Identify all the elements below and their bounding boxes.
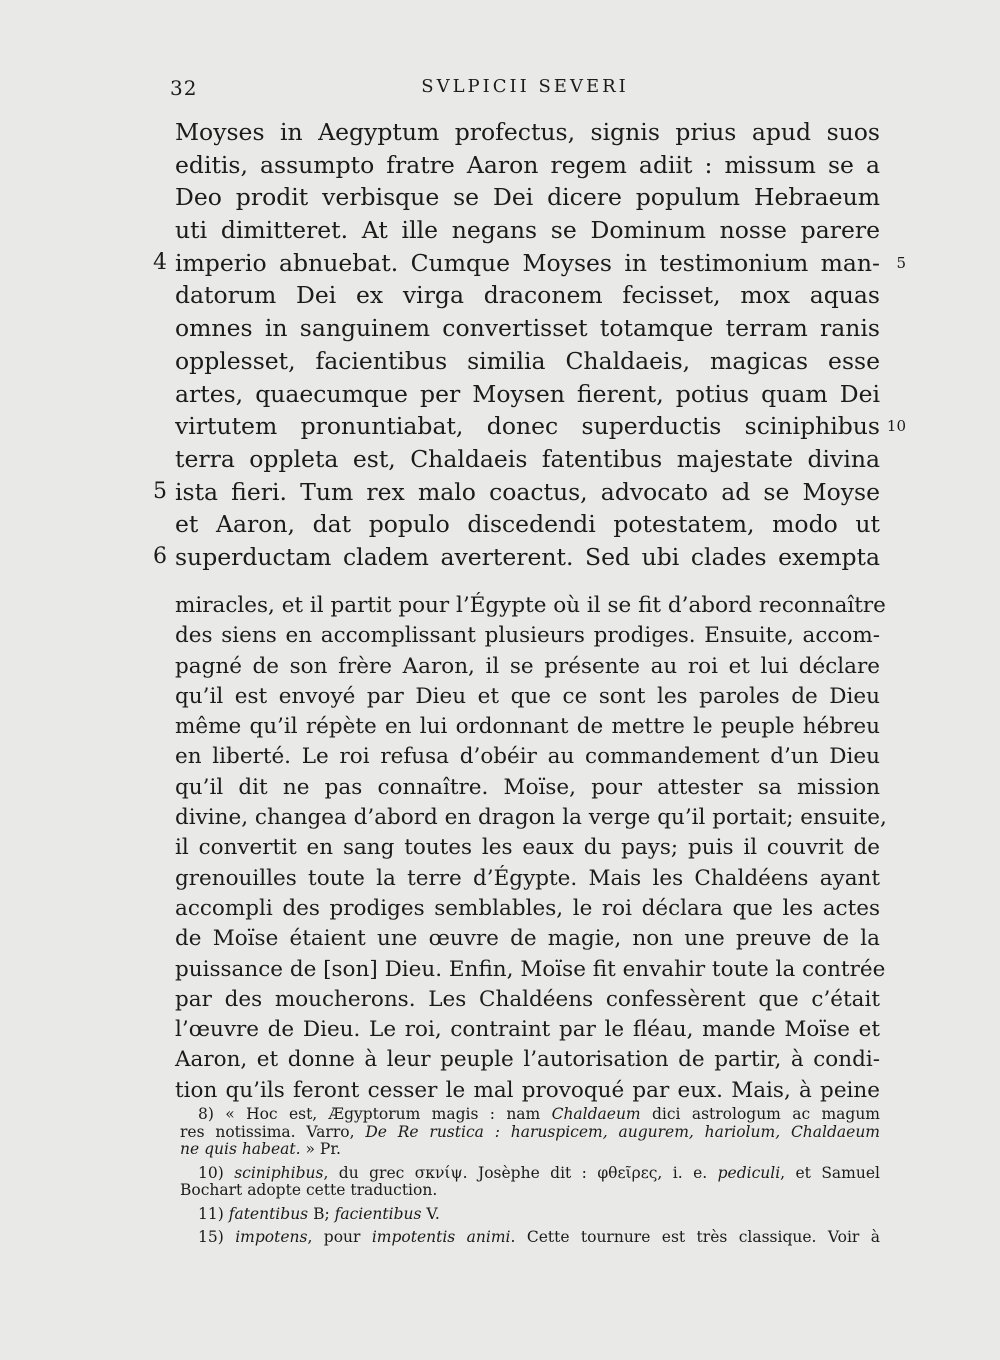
latin-line: editis, assumpto fratre Aaron regem adiit : missum se a [175, 150, 880, 179]
french-line: pagné de son frère Aaron, il se présente au roi et lui déclare [175, 653, 880, 679]
french-line: puissance de [son] Dieu. Enfin, Moïse fit envahir toute la contrée [175, 956, 886, 982]
footnote-11: 11) fatentibus B; facientibus V. [198, 1204, 440, 1223]
latin-line: datorum Dei ex virga draconem fecisset, mox aquas [175, 281, 880, 310]
section-number: 6 [153, 543, 167, 569]
line-number: 10 [886, 417, 906, 436]
latin-line: virtutem pronuntiabat, donec superductis sciniphibus 10 [175, 410, 880, 443]
latin-line: opplesset, facientibus similia Chaldaeis, magicas esse [175, 346, 880, 375]
french-line: grenouilles toute la terre d’Égypte. Mais les Chaldéens ayant [175, 865, 880, 891]
latin-line: 4 imperio abnuebat. Cumque Moyses in testimonium man- 5 [175, 247, 880, 280]
latin-line: omnes in sanguinem convertisset totamque terram ranis [175, 314, 880, 343]
footnote-number: 15) [198, 1228, 224, 1246]
latin-line: uti dimitteret. At ille negans se Dominum nosse parere [175, 216, 880, 245]
footnote-number: 10) [198, 1163, 224, 1182]
footnote-8: 8) « Hoc est, Ægyptorum magis : nam Chaldaeum dici astrologum ac magum [198, 1105, 881, 1123]
section-number: 5 [153, 478, 167, 504]
french-line: par des moucherons. Les Chaldéens confessèrent que c’était [175, 986, 880, 1012]
french-line: l’œuvre de Dieu. Le roi, contraint par le fléau, mande Moïse et [175, 1017, 880, 1043]
footnote-10-line: Bochart adopte cette traduction. [180, 1181, 438, 1199]
latin-line: et Aaron, dat populo discedendi potestatem, modo ut [175, 510, 880, 539]
latin-line: Moyses in Aegyptum profectus, signis prius apud suos [175, 118, 880, 146]
page-number: 32 [170, 76, 198, 100]
french-line: même qu’il répète en lui ordonnant de mettre le peuple hébreu [175, 714, 880, 740]
french-translation-block [175, 591, 887, 1106]
french-line: de Moïse étaient une œuvre de magie, non une preuve de la [175, 926, 880, 952]
footnotes [180, 1106, 880, 1247]
french-line: des siens en accomplissant plusieurs prodiges. Ensuite, accom- [175, 623, 880, 649]
section-number: 4 [153, 249, 167, 275]
footnote-8-line: ne quis habeat. » Pr. [180, 1140, 341, 1158]
latin-line: 5 ista fieri. Tum rex malo coactus, advocato ad se Moyse [175, 476, 880, 509]
french-line: il convertit en sang toutes les eaux du pays; puis il couvrit de [175, 835, 880, 861]
page-header [170, 76, 880, 106]
latin-text-block [153, 116, 906, 574]
footnote-15: 15) impotens, pour impotentis animi. Cette tournure est très classique. Voir à [198, 1228, 880, 1246]
french-line: en liberté. Le roi refusa d’obéir au commandement d’un Dieu [175, 744, 880, 770]
footnote-number: 11) [198, 1204, 224, 1223]
french-line: miracles, et il partit pour l’Égypte où il se fit d’abord reconnaître [175, 593, 886, 618]
french-line: divine, changea d’abord en dragon la verge qu’il portait; ensuite, [175, 805, 887, 831]
latin-line: artes, quaecumque per Moysen fierent, potius quam Dei [175, 379, 880, 408]
line-number: 5 [896, 253, 906, 272]
footnote-8-line: res notissima. Varro, De Re rustica : haruspicem, augurem, hariolum, Chaldaeum [180, 1122, 881, 1141]
french-line: tion qu’ils feront cesser le mal provoqué par eux. Mais, à peine [175, 1077, 880, 1103]
footnote-number: 8) [198, 1105, 214, 1123]
french-line: accompli des prodiges semblables, le roi déclara que les actes [175, 895, 880, 921]
french-line: qu’il est envoyé par Dieu et que ce sont les paroles de Dieu [175, 683, 880, 709]
footnote-10: 10) sciniphibus, du grec σκνίψ. Josèphe dit : φθεῖρες, i. e. pediculi, et Samuel [198, 1163, 880, 1182]
french-line: qu’il dit ne pas connaître. Moïse, pour attester sa mission [175, 774, 880, 800]
running-title: SVLPICII SEVERI [421, 76, 629, 97]
french-line: Aaron, et donne à leur peuple l’autorisation de partir, à condi- [175, 1047, 880, 1073]
latin-line: 6 superductam cladem averterent. Sed ubi clades exempta [175, 541, 880, 574]
latin-line: Deo prodit verbisque se Dei dicere populum Hebraeum [175, 183, 880, 212]
latin-line: terra oppleta est, Chaldaeis fatentibus majestate divina [175, 444, 880, 473]
